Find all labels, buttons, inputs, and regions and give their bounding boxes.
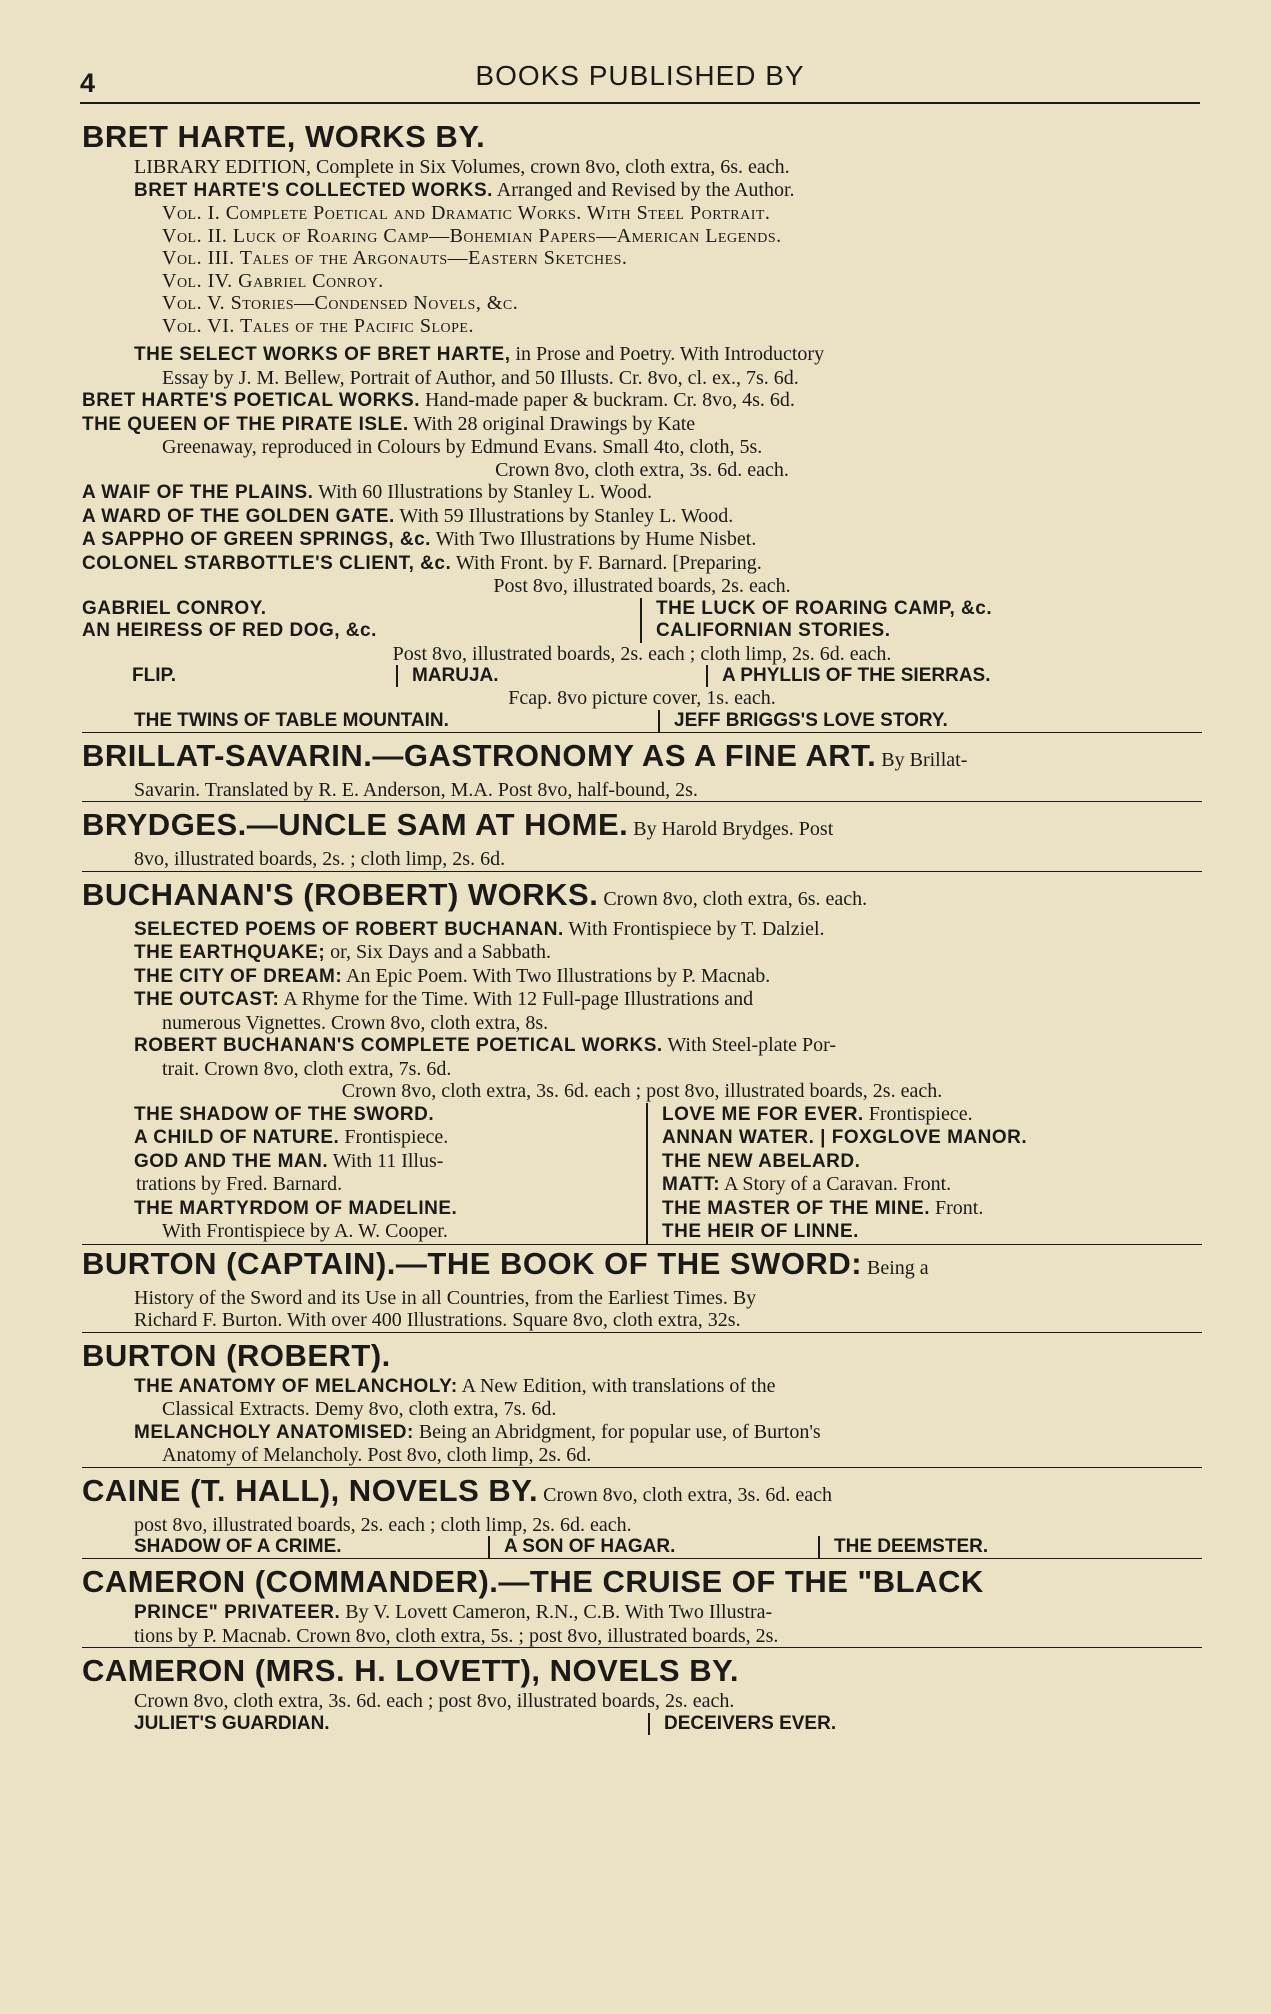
caine-shadow-of-crime: SHADOW OF A CRIME. xyxy=(134,1536,342,1557)
page-number: 4 xyxy=(80,68,96,98)
cameron-heading: CAMERON (COMMANDER).—THE CRUISE OF THE "BLACK xyxy=(82,1564,984,1599)
harte-luck-roaring-camp: THE LUCK OF ROARING CAMP, &c. xyxy=(656,597,993,619)
harte-post-left xyxy=(82,598,642,643)
buchanan-complete-works: ROBERT BUCHANAN'S COMPLETE POETICAL WORKS. With Steel-plate Por- xyxy=(134,1034,837,1056)
harte-jeff-briggs: JEFF BRIGGS'S LOVE STORY. xyxy=(674,709,948,731)
buchanan-heading: BUCHANAN'S (ROBERT) WORKS. Crown 8vo, cloth extra, 6s. each. xyxy=(82,876,868,912)
harte-californian-stories: CALIFORNIAN STORIES. xyxy=(656,620,891,641)
harte-waif-of-plains: A WAIF OF THE PLAINS. With 60 Illustrations by Stanley L. Wood. xyxy=(82,481,652,503)
brillat-heading: BRILLAT-SAVARIN.—GASTRONOMY AS A FINE ART. By Brillat- xyxy=(82,737,968,773)
buchanan-selected-poems: SELECTED POEMS OF ROBERT BUCHANAN. With Frontispiece by T. Dalziel. xyxy=(134,917,825,940)
harte-twins-table-mountain: THE TWINS OF TABLE MOUNTAIN. xyxy=(134,709,449,731)
burton-robert-heading: BURTON (ROBERT). xyxy=(82,1337,391,1373)
harte-twins-row xyxy=(82,710,1202,733)
buchanan-left-column xyxy=(134,1103,648,1244)
harte-flip: FLIP. xyxy=(132,665,176,686)
harte-post-8vo-line-2: Post 8vo, illustrated boards, 2s. each ; cloth limp, 2s. 6d. each. xyxy=(392,642,892,665)
buchanan-left-item: THE SHADOW OF THE SWORD. xyxy=(134,1103,435,1125)
cameron-mrs-titles-row xyxy=(82,1713,1202,1735)
harte-vol-1: Vol. I. Complete Poetical and Dramatic Works. With Steel Portrait. xyxy=(162,202,771,224)
buchanan-left-item: With Frontispiece by A. W. Cooper. xyxy=(162,1220,448,1242)
caine-deemster: THE DEEMSTER. xyxy=(834,1536,989,1557)
buchanan-left-item: GOD AND THE MAN. With 11 Illus- xyxy=(134,1149,444,1172)
buchanan-right-item: ANNAN WATER. | FOXGLOVE MANOR. xyxy=(662,1127,1028,1148)
burton-melancholy-anatomised: MELANCHOLY ANATOMISED: Being an Abridgment, for popular use, of Burton's xyxy=(134,1420,821,1443)
burton-melancholy-detail: Anatomy of Melancholy. Post 8vo, cloth limp, 2s. 6d. xyxy=(82,1444,1202,1468)
buchanan-city-of-dream: THE CITY OF DREAM: An Epic Poem. With Two Illustrations by P. Macnab. xyxy=(134,964,771,987)
harte-post-right xyxy=(642,598,1202,643)
caine-detail: post 8vo, illustrated boards, 2s. each ; cloth limp, 2s. 6d. each. xyxy=(134,1513,632,1536)
harte-maruja: MARUJA. xyxy=(412,665,499,686)
harte-vol-3: Vol. III. Tales of the Argonauts—Eastern Sketches. xyxy=(162,247,628,269)
burton-captain-heading: BURTON (CAPTAIN).—THE BOOK OF THE SWORD: Being a xyxy=(82,1245,929,1281)
harte-heiress-red-dog: AN HEIRESS OF RED DOG, &c. xyxy=(82,620,377,641)
brydges-detail: 8vo, illustrated boards, 2s. ; cloth limp, 2s. 6d. xyxy=(82,848,1202,872)
cameron-detail: tions by P. Macnab. Crown 8vo, cloth extra, 5s. ; post 8vo, illustrated boards, 2s. xyxy=(82,1625,1202,1649)
buchanan-outcast-detail: numerous Vignettes. Crown 8vo, cloth extra, 8s. xyxy=(162,1011,549,1034)
harte-queen-pirate-isle-detail: Greenaway, reproduced in Colours by Edmund Evans. Small 4to, cloth, 5s. xyxy=(162,436,763,458)
harte-ward-golden-gate: A WARD OF THE GOLDEN GATE. With 59 Illustrations by Stanley L. Wood. xyxy=(82,504,734,527)
caine-heading: CAINE (T. HALL), NOVELS BY. Crown 8vo, cloth extra, 3s. 6d. each xyxy=(82,1472,832,1508)
harte-vol-4: Vol. IV. Gabriel Conroy. xyxy=(162,269,384,292)
harte-queen-pirate-isle: THE QUEEN OF THE PIRATE ISLE. With 28 original Drawings by Kate xyxy=(82,412,696,435)
buchanan-right-item: THE NEW ABELARD. xyxy=(662,1150,861,1172)
buchanan-right-item: LOVE ME FOR EVER. Frontispiece. xyxy=(662,1102,973,1125)
buchanan-right-item: THE MASTER OF THE MINE. Front. xyxy=(662,1196,984,1219)
buchanan-left-item: THE MARTYRDOM OF MADELINE. xyxy=(134,1197,458,1219)
buchanan-right-item: THE HEIR OF LINNE. xyxy=(662,1221,859,1242)
harte-phyllis-sierras: A PHYLLIS OF THE SIERRAS. xyxy=(722,665,991,686)
harte-collected-works: BRET HARTE'S COLLECTED WORKS. Arranged and Revised by the Author. xyxy=(134,178,795,201)
harte-library-edition: LIBRARY EDITION, Complete in Six Volumes, crown 8vo, cloth extra, 6s. each. xyxy=(134,156,790,178)
brydges-heading: BRYDGES.—UNCLE SAM AT HOME. By Harold Brydges. Post xyxy=(82,807,834,842)
header-title: BOOKS PUBLISHED BY xyxy=(475,60,805,91)
buchanan-left-item: trations by Fred. Barnard. xyxy=(136,1173,343,1195)
burton-captain-detail-2: Richard F. Burton. With over 400 Illustrations. Square 8vo, cloth extra, 32s. xyxy=(82,1309,1202,1333)
cameron-privateer: PRINCE" PRIVATEER. By V. Lovett Cameron, R.N., C.B. With Two Illustra- xyxy=(134,1601,773,1623)
burton-captain-detail-1: History of the Sword and its Use in all Countries, from the Earliest Times. By xyxy=(134,1286,757,1309)
harte-post-columns xyxy=(82,598,1202,643)
brillat-detail: Savarin. Translated by R. E. Anderson, M.A. Post 8vo, half-bound, 2s. xyxy=(82,779,1202,803)
cameron-mrs-detail: Crown 8vo, cloth extra, 3s. 6d. each ; post 8vo, illustrated boards, 2s. each. xyxy=(134,1690,735,1712)
harte-poetical-works: BRET HARTE'S POETICAL WORKS. Hand-made paper & buckram. Cr. 8vo, 4s. 6d. xyxy=(82,389,795,411)
burton-anatomy-detail: Classical Extracts. Demy 8vo, cloth extra, 7s. 6d. xyxy=(162,1398,557,1420)
buchanan-right-item: MATT: A Story of a Caravan. Front. xyxy=(662,1173,952,1195)
harte-select-works: THE SELECT WORKS OF BRET HARTE, in Prose and Poetry. With Introductory xyxy=(134,343,825,365)
buchanan-crown-line: Crown 8vo, cloth extra, 3s. 6d. each ; post 8vo, illustrated boards, 2s. each. xyxy=(341,1080,943,1102)
harte-colonel-starbottle: COLONEL STARBOTTLE'S CLIENT, &c. With Front. by F. Barnard. [Preparing. xyxy=(82,551,762,574)
caine-titles-row xyxy=(82,1536,1202,1559)
harte-vol-6: Vol. VI. Tales of the Pacific Slope. xyxy=(162,314,474,337)
cameron-mrs-heading: CAMERON (MRS. H. LOVETT), NOVELS BY. xyxy=(82,1653,739,1688)
harte-vol-2: Vol. II. Luck of Roaring Camp—Bohemian Papers—American Legends. xyxy=(162,224,782,247)
buchanan-right-column xyxy=(648,1103,1202,1244)
harte-sappho: A SAPPHO OF GREEN SPRINGS, &c. With Two Illustrations by Hume Nisbet. xyxy=(82,528,757,550)
buchanan-outcast: THE OUTCAST: A Rhyme for the Time. With 12 Full-page Illustrations and xyxy=(134,988,754,1010)
harte-gabriel-conroy: GABRIEL CONROY. xyxy=(82,597,267,619)
buchanan-left-item: A CHILD OF NATURE. Frontispiece. xyxy=(134,1126,449,1148)
buchanan-complete-detail: trait. Crown 8vo, cloth extra, 7s. 6d. xyxy=(162,1057,452,1080)
buchanan-columns xyxy=(82,1103,1202,1244)
harte-select-works-detail: Essay by J. M. Bellew, Portrait of Author, and 50 Illusts. Cr. 8vo, cl. ex., 7s. 6d. xyxy=(162,366,799,389)
harte-post-8vo-line: Post 8vo, illustrated boards, 2s. each. xyxy=(493,575,791,597)
burton-anatomy: THE ANATOMY OF MELANCHOLY: A New Edition, with translations of the xyxy=(134,1374,776,1397)
cameron-mrs-deceivers-ever: DECEIVERS EVER. xyxy=(664,1712,837,1734)
catalogue-body xyxy=(82,118,1202,1735)
harte-fcap-line: Fcap. 8vo picture cover, 1s. each. xyxy=(508,687,776,709)
buchanan-earthquake: THE EARTHQUAKE; or, Six Days and a Sabbath. xyxy=(134,941,552,963)
harte-crown-8vo-line: Crown 8vo, cloth extra, 3s. 6d. each. xyxy=(495,458,789,481)
cameron-mrs-juliets-guardian: JULIET'S GUARDIAN. xyxy=(134,1712,330,1734)
caine-son-of-hagar: A SON OF HAGAR. xyxy=(504,1536,676,1557)
harte-vol-5: Vol. V. Stories—Condensed Novels, &c. xyxy=(162,292,519,314)
harte-flip-row xyxy=(82,665,1202,687)
running-header xyxy=(80,58,1200,104)
harte-heading: BRET HARTE, WORKS BY. xyxy=(82,119,486,154)
